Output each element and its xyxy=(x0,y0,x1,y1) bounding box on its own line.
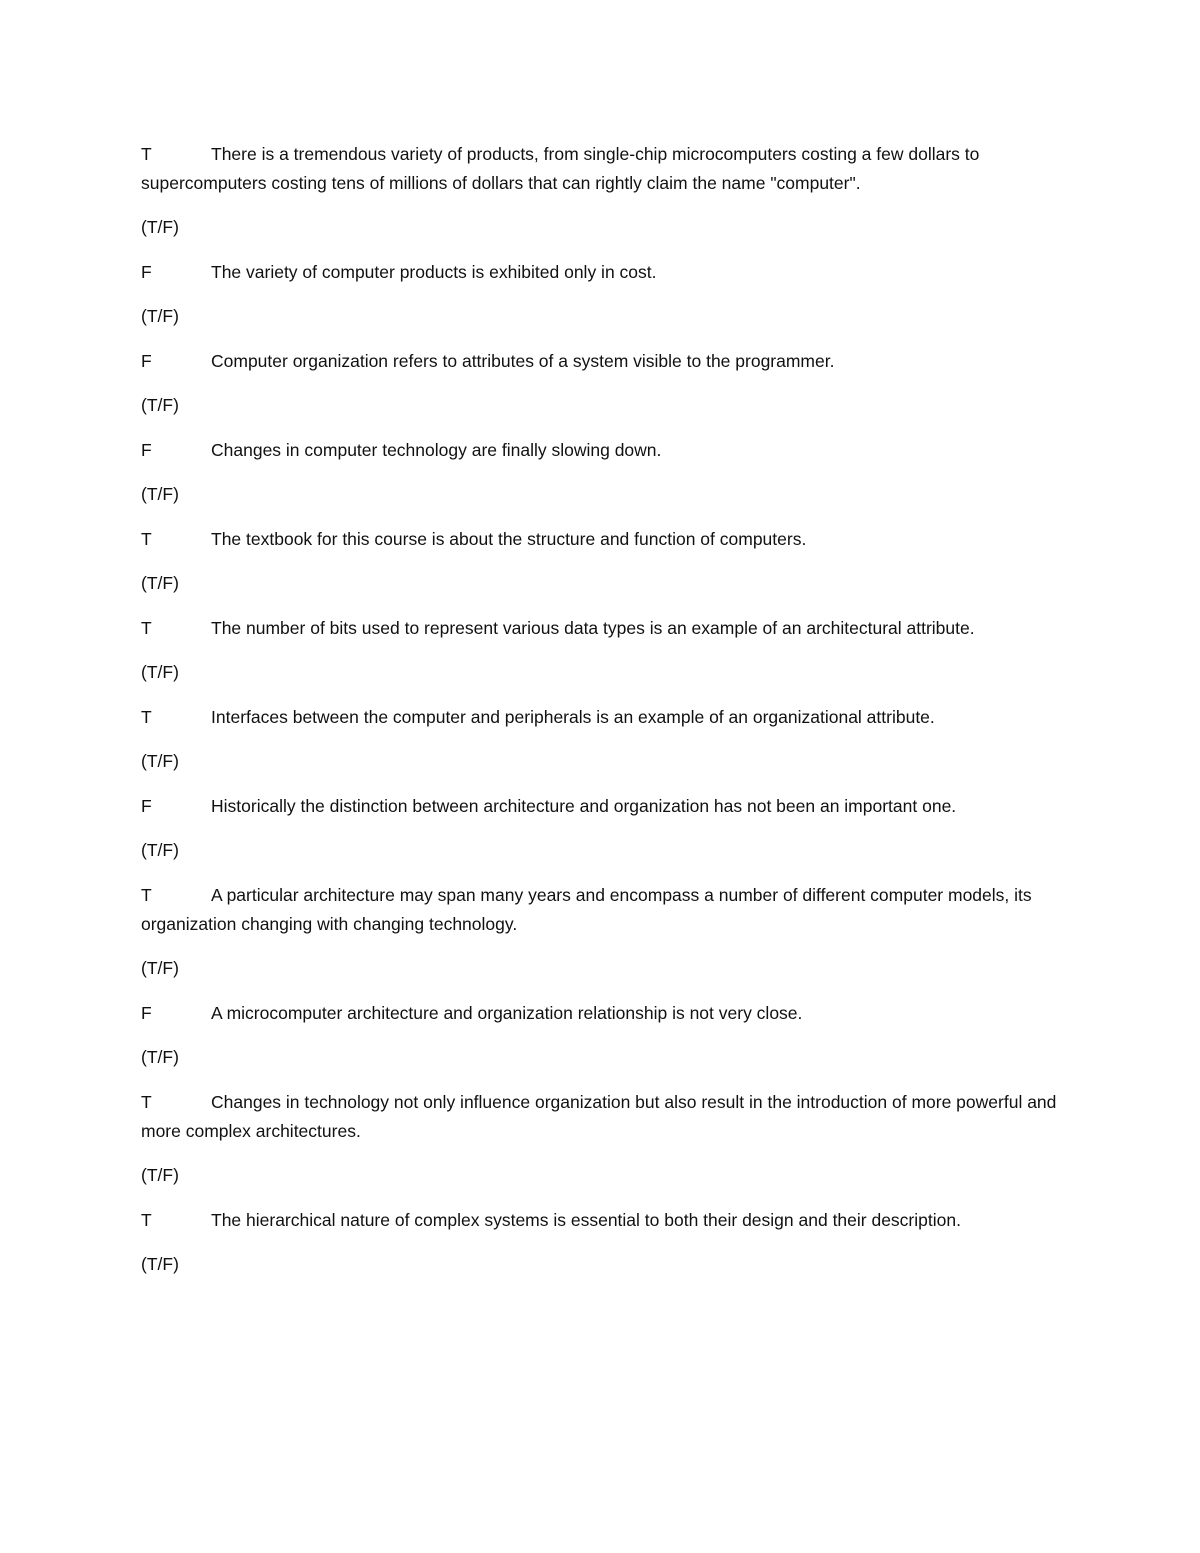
question-text: Historically the distinction between architecture and organization has not been an important one. xyxy=(211,796,957,816)
question-type-label: (T/F) xyxy=(141,484,179,504)
answer-key: F xyxy=(141,1003,152,1023)
question-type-label: (T/F) xyxy=(141,395,179,415)
answer-key: T xyxy=(141,1092,152,1112)
question-text: There is a tremendous variety of products, from single-chip microcomputers costing a few dollars to supercomputers costing tens of millions of dollars that can rightly claim the name "computer". xyxy=(141,144,980,193)
question-item xyxy=(141,436,1076,465)
question-type-label: (T/F) xyxy=(141,662,179,682)
question-type-label: (T/F) xyxy=(141,958,179,978)
question-text: The textbook for this course is about the structure and function of computers. xyxy=(211,529,807,549)
question-type-label: (T/F) xyxy=(141,1047,179,1067)
answer-key: F xyxy=(141,796,152,816)
question-type-label: (T/F) xyxy=(141,840,179,860)
question-item xyxy=(141,258,1076,287)
question-text: Changes in technology not only influence organization but also result in the introduction of more powerful and more complex architectures. xyxy=(141,1092,1057,1141)
question-type-label: (T/F) xyxy=(141,306,179,326)
answer-key: F xyxy=(141,440,152,460)
question-text: The number of bits used to represent various data types is an example of an architectural attribute. xyxy=(211,618,975,638)
question-item xyxy=(141,347,1076,376)
question-text: Computer organization refers to attributes of a system visible to the programmer. xyxy=(211,351,835,371)
answer-key: T xyxy=(141,529,152,549)
answer-key: T xyxy=(141,885,152,905)
question-item xyxy=(141,999,1076,1028)
question-text: A microcomputer architecture and organization relationship is not very close. xyxy=(211,1003,803,1023)
question-type-label: (T/F) xyxy=(141,1165,179,1185)
question-item xyxy=(141,614,1076,643)
answer-key: T xyxy=(141,144,152,164)
answer-key: F xyxy=(141,351,152,371)
question-item xyxy=(141,881,1076,939)
question-item xyxy=(141,792,1076,821)
question-text: A particular architecture may span many years and encompass a number of different computer models, its organization changing with changing technology. xyxy=(141,885,1032,934)
question-item xyxy=(141,525,1076,554)
question-text: Interfaces between the computer and peripherals is an example of an organizational attribute. xyxy=(211,707,935,727)
question-item xyxy=(141,1088,1076,1146)
question-list xyxy=(141,140,1076,1295)
answer-key: T xyxy=(141,1210,152,1230)
question-item xyxy=(141,140,1076,198)
question-text: The hierarchical nature of complex systems is essential to both their design and their description. xyxy=(211,1210,961,1230)
answer-key: F xyxy=(141,262,152,282)
answer-key: T xyxy=(141,618,152,638)
question-type-label: (T/F) xyxy=(141,1254,179,1274)
question-text: Changes in computer technology are finally slowing down. xyxy=(211,440,662,460)
answer-key: T xyxy=(141,707,152,727)
question-type-label: (T/F) xyxy=(141,573,179,593)
question-text: The variety of computer products is exhibited only in cost. xyxy=(211,262,657,282)
question-item xyxy=(141,1206,1076,1235)
question-item xyxy=(141,703,1076,732)
question-type-label: (T/F) xyxy=(141,217,179,237)
question-type-label: (T/F) xyxy=(141,751,179,771)
